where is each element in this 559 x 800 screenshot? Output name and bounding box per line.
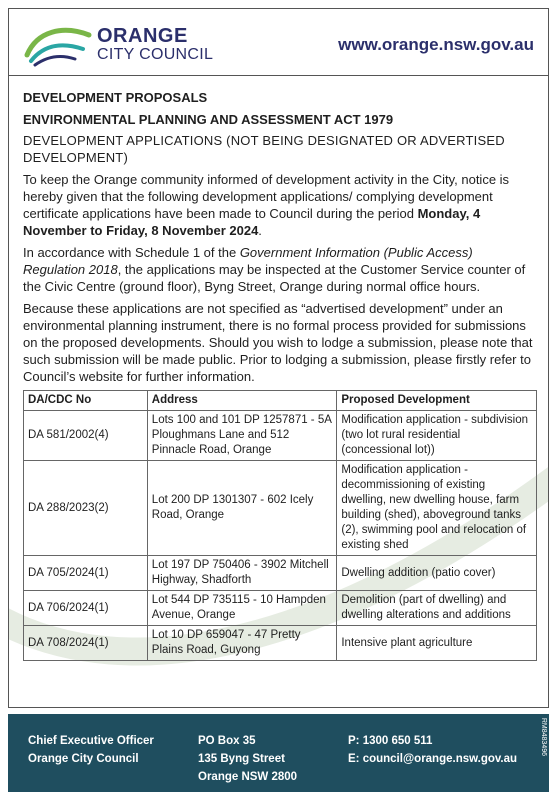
cell-development: Demolition (part of dwelling) and dwelling alterations and additions — [337, 591, 537, 626]
header-address: Address — [147, 391, 337, 411]
notice-period: Monday, 4 November to Friday, 8 November 2024 — [23, 206, 481, 238]
reference-number: RM8483496 — [540, 717, 547, 756]
footer-po-box: PO Box 35 — [198, 735, 256, 747]
cell-da-no: DA 708/2024(1) — [24, 626, 148, 661]
footer-street: 135 Byng Street — [198, 753, 285, 765]
footer-council-name: Orange City Council — [28, 753, 139, 765]
table-row — [24, 411, 537, 461]
table-row — [24, 591, 537, 626]
inspection-pre: In accordance with Schedule 1 of the — [23, 245, 240, 260]
intro-text: To keep the Orange community informed of development activity in the City, notice is hereby given that the following development applications/ complying development certificate applications have been made to Council during the period — [23, 172, 510, 221]
footer-ceo-title: Chief Executive Officer — [28, 735, 154, 747]
submission-paragraph: Because these applications are not specified as “advertised development” under an environmental planning instrument, there is no formal process provided for submissions on the proposed developments. Should you wish to lodge a submission, please note that such submission will be made public. Prior to lodging a submission, please firstly refer to Council’s website for further information. — [23, 301, 533, 384]
cell-development: Modification application - subdivision (two lot rural residential (concessional lot)) — [337, 411, 537, 461]
cell-da-no: DA 581/2002(4) — [24, 411, 148, 461]
intro-paragraph — [23, 171, 534, 239]
regulation-name: Government Information (Public Access) Regulation 2018 — [23, 245, 473, 277]
cell-da-no: DA 705/2024(1) — [24, 556, 148, 591]
act-heading: ENVIRONMENTAL PLANNING AND ASSESSMENT ACT 1979 — [23, 112, 394, 127]
footer-ceo-block — [28, 732, 154, 768]
footer-phone[interactable]: P: 1300 650 511 — [348, 735, 433, 747]
cell-da-no: DA 706/2024(1) — [24, 591, 148, 626]
cell-address: Lot 10 DP 659047 - 47 Pretty Plains Road, Guyong — [147, 626, 337, 661]
cell-da-no: DA 288/2023(2) — [24, 461, 148, 556]
table-row — [24, 461, 537, 556]
sub-heading: DEVELOPMENT APPLICATIONS (NOT BEING DESIGNATED OR ADVERTISED DEVELOPMENT) — [23, 133, 505, 165]
table-row — [24, 556, 537, 591]
footer — [8, 714, 549, 792]
logo-text-orange: ORANGE — [97, 25, 188, 47]
header-da-no: DA/CDC No — [24, 391, 148, 411]
table-header-row — [24, 391, 537, 411]
intro-end: . — [258, 223, 262, 238]
footer-email[interactable]: E: council@orange.nsw.gov.au — [348, 753, 518, 765]
footer-city: Orange NSW 2800 — [198, 771, 298, 783]
footer-contact-block — [348, 732, 517, 768]
table-row — [24, 626, 537, 661]
cell-address: Lots 100 and 101 DP 1257871 - 5A Ploughmans Lane and 512 Pinnacle Road, Orange — [147, 411, 337, 461]
notice-heading: DEVELOPMENT PROPOSALS — [23, 90, 208, 105]
cell-development: Modification application - decommissioning of existing dwelling, new dwelling house, farm building (shed), aboveground tanks (2), swimming pool and relocation of existing shed — [337, 461, 537, 556]
cell-address: Lot 197 DP 750406 - 3902 Mitchell Highway, Shadforth — [147, 556, 337, 591]
website-link[interactable]: www.orange.nsw.gov.au — [338, 35, 534, 54]
inspection-paragraph — [23, 244, 534, 295]
footer-address-block — [198, 732, 297, 786]
logo-mark-icon — [23, 21, 93, 67]
inspection-post: , the applications may be inspected at the Customer Service counter of the Civic Centre (ground floor), Byng Street, Orange during normal office hours. — [23, 262, 526, 294]
header-proposed-development: Proposed Development — [337, 391, 537, 411]
logo-text-city-council: CITY COUNCIL — [97, 46, 214, 63]
header — [9, 9, 548, 76]
council-logo — [23, 21, 243, 67]
notice-frame — [8, 8, 549, 708]
cell-development: Dwelling addition (patio cover) — [337, 556, 537, 591]
cell-address: Lot 200 DP 1301307 - 602 Icely Road, Orange — [147, 461, 337, 556]
cell-address: Lot 544 DP 735115 - 10 Hampden Avenue, Orange — [147, 591, 337, 626]
cell-development: Intensive plant agriculture — [337, 626, 537, 661]
notice-content — [9, 9, 548, 661]
applications-table — [23, 390, 537, 661]
